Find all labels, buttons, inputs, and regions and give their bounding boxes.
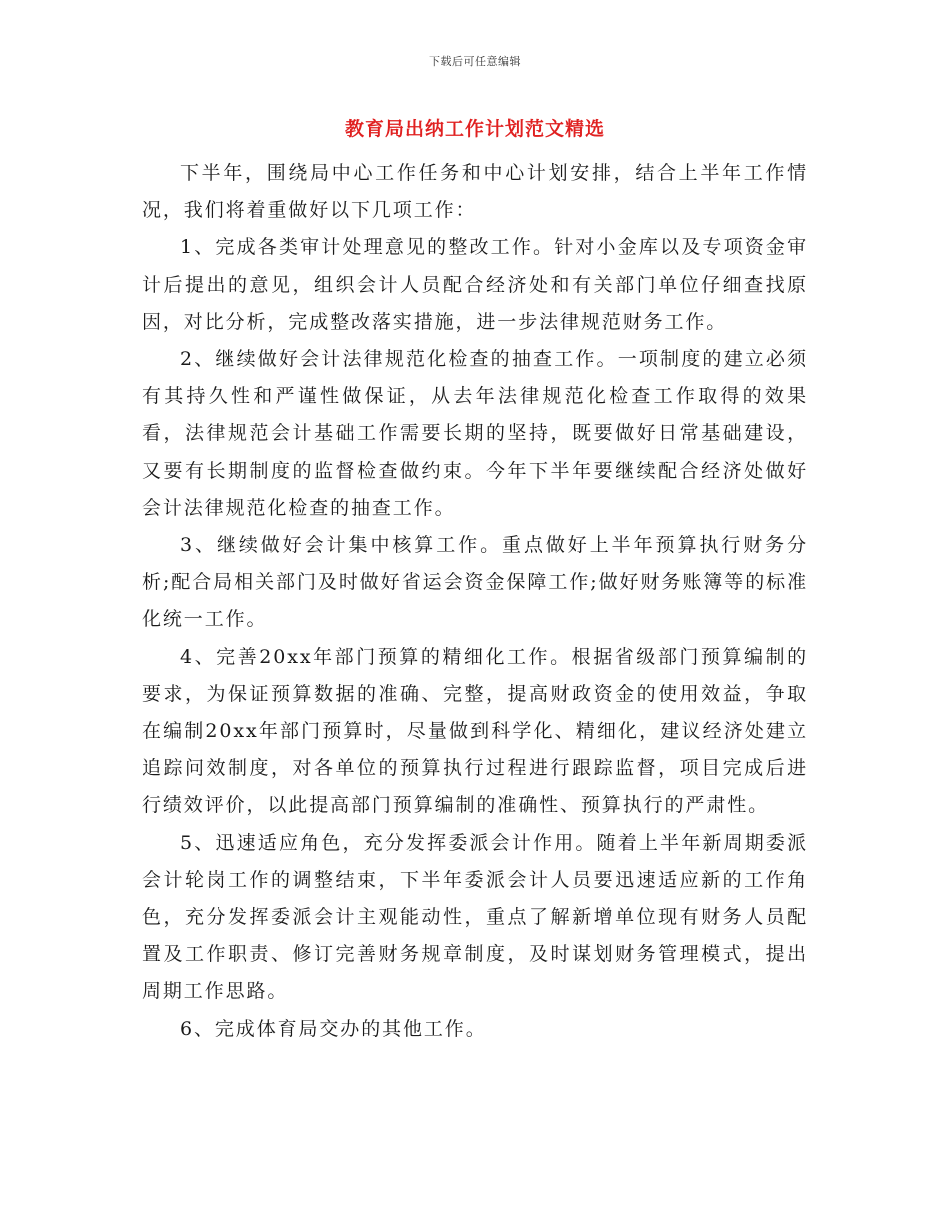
paragraph-item-3: 3、继续做好会计集中核算工作。重点做好上半年预算执行财务分析;配合局相关部门及时做好省运会资金保障工作;做好财务账簿等的标准化统一工作。 [142, 534, 808, 631]
header-note: 下载后可任意编辑 [429, 55, 521, 68]
paragraph-item-5: 5、迅速适应角色，充分发挥委派会计作用。随着上半年新周期委派会计轮岗工作的调整结束，下半年委派会计人员要迅速适应新的工作角色，充分发挥委派会计主观能动性，重点了解新增单位现有财务人员配置及工作职责、修订完善财务规章制度，及时谋划财务管理模式，提出周期工作思路。 [142, 831, 808, 1003]
paragraph-item-1: 1、完成各类审计处理意见的整改工作。针对小金库以及专项资金审计后提出的意见，组织会计人员配合经济处和有关部门单位仔细查找原因，对比分析，完成整改落实措施，进一步法律规范财务工作。 [142, 236, 808, 333]
document-body [142, 155, 808, 1048]
document-title: 教育局出纳工作计划范文精选 [344, 118, 605, 140]
paragraph-item-2: 2、继续做好会计法律规范化检查的抽查工作。一项制度的建立必须有其持久性和严谨性做保证，从去年法律规范化检查工作取得的效果看，法律规范会计基础工作需要长期的坚持，既要做好日常基础建设，又要有长期制度的监督检查做约束。今年下半年要继续配合经济处做好会计法律规范化检查的抽查工作。 [142, 348, 808, 519]
paragraph-item-4: 4、完善20xx年部门预算的精细化工作。根据省级部门预算编制的要求，为保证预算数据的准确、完整，提高财政资金的使用效益，争取在编制20xx年部门预算时，尽量做到科学化、精细化，建议经济处建立追踪问效制度，对各单位的预算执行过程进行跟踪监督，项目完成后进行绩效评价，以此提高部门预算编制的准确性、预算执行的严肃性。 [142, 645, 808, 817]
paragraph-item-6: 6、完成体育局交办的其他工作。 [180, 1017, 487, 1040]
paragraph-intro: 下半年，围绕局中心工作任务和中心计划安排，结合上半年工作情况，我们将着重做好以下几项工作： [142, 162, 808, 222]
